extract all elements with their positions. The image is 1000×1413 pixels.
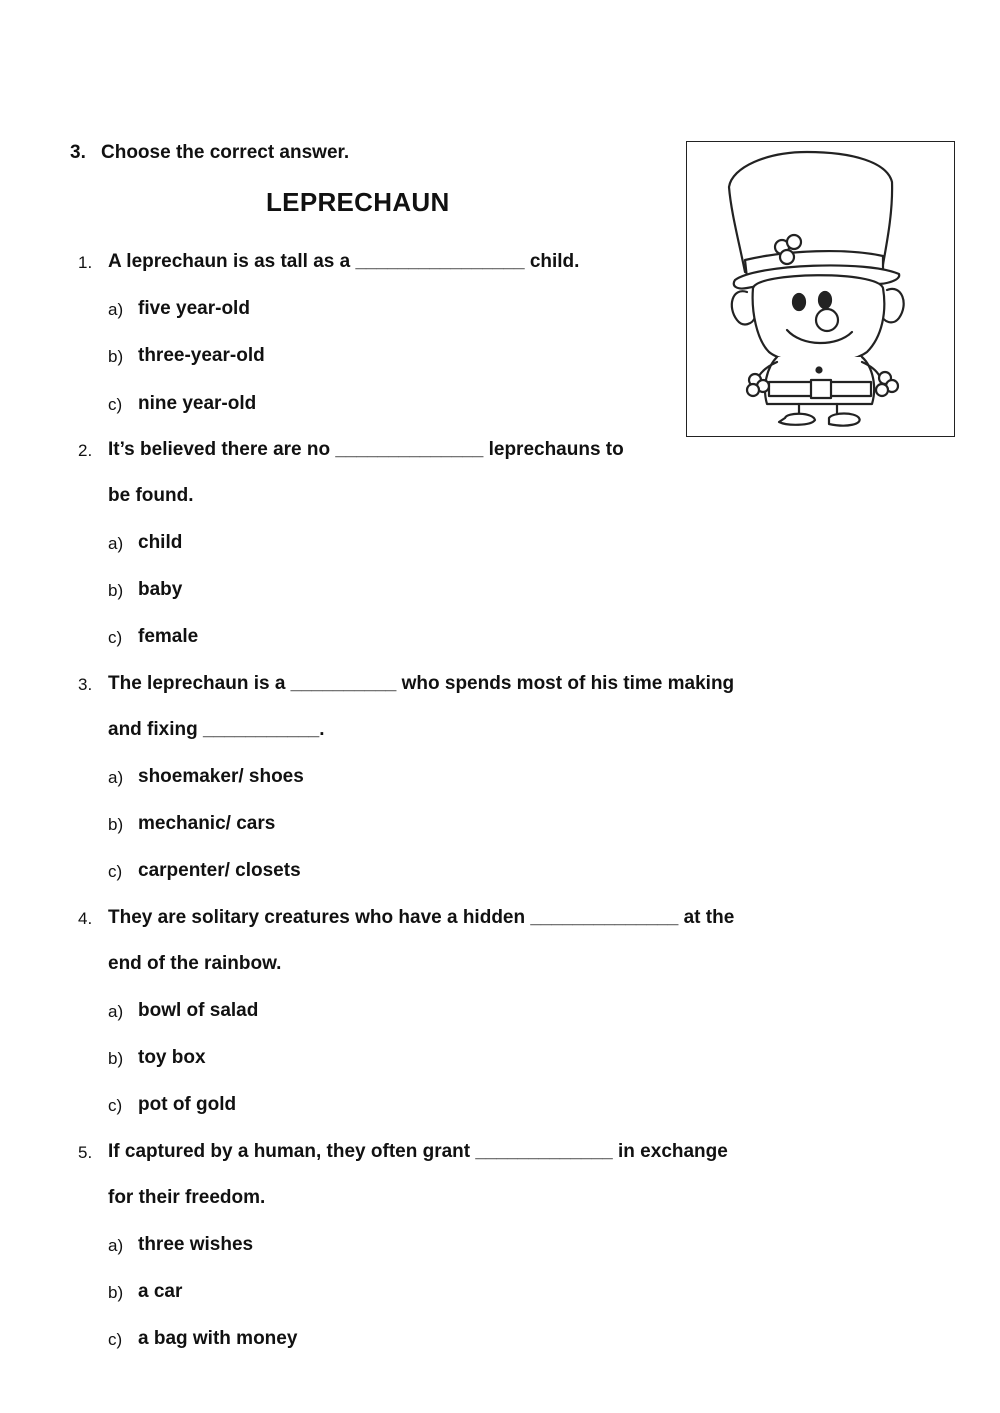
- question-5-number: 5.: [78, 1143, 93, 1162]
- question-3-option-c[interactable]: carpenter/ closets: [138, 860, 301, 881]
- question-1-option-a[interactable]: five year-old: [138, 298, 250, 319]
- question-5-option-a[interactable]: three wishes: [138, 1234, 254, 1255]
- question-3-number: 3.: [78, 675, 93, 694]
- instruction: [70, 142, 349, 164]
- question-2-option-b[interactable]: baby: [138, 579, 183, 600]
- question-3-option-a[interactable]: shoemaker/ shoes: [138, 766, 304, 787]
- instruction-text: Choose the correct answer.: [101, 142, 350, 163]
- question-2-option-a[interactable]: child: [138, 532, 183, 553]
- question-2-text-line-1: It’s believed there are no ______________ leprechauns to: [108, 439, 624, 460]
- question-5-option-b[interactable]: a car: [138, 1281, 183, 1302]
- question-3-text-line-1: The leprechaun is a __________ who spends most of his time making: [108, 673, 735, 694]
- question-1-option-b-letter: b): [108, 347, 124, 366]
- question-1-text: A leprechaun is as tall as a ________________ child.: [108, 251, 580, 272]
- question-4-option-b[interactable]: toy box: [138, 1047, 206, 1068]
- question-2-option-b-letter: b): [108, 581, 124, 600]
- question-1-option-c[interactable]: nine year-old: [138, 393, 257, 414]
- question-5-option-a-letter: a): [108, 1236, 124, 1255]
- question-1-option-c-letter: c): [108, 395, 123, 414]
- question-5-text-line-1: If captured by a human, they often grant _____________ in exchange: [108, 1141, 728, 1162]
- question-5-option-b-letter: b): [108, 1283, 124, 1302]
- question-2-number: 2.: [78, 441, 93, 460]
- leprechaun-illustration-icon: [687, 142, 953, 435]
- question-4-option-a[interactable]: bowl of salad: [138, 1000, 259, 1021]
- question-4-option-c[interactable]: pot of gold: [138, 1094, 237, 1115]
- question-3-option-c-letter: c): [108, 862, 123, 881]
- question-4-text-line-1: They are solitary creatures who have a hidden ______________ at the: [108, 907, 735, 928]
- illustration-frame: [686, 141, 955, 437]
- question-4-number: 4.: [78, 909, 93, 928]
- question-5-text-line-2: for their freedom.: [108, 1187, 266, 1208]
- page-title: LEPRECHAUN: [266, 187, 450, 217]
- question-2-option-a-letter: a): [108, 534, 124, 553]
- question-1-option-a-letter: a): [108, 300, 124, 319]
- question-3-option-b-letter: b): [108, 815, 124, 834]
- question-4-option-c-letter: c): [108, 1096, 123, 1115]
- question-1-number: 1.: [78, 253, 93, 272]
- question-2-option-c[interactable]: female: [138, 626, 199, 647]
- question-3-option-a-letter: a): [108, 768, 124, 787]
- question-4-option-a-letter: a): [108, 1002, 124, 1021]
- question-4-text-line-2: end of the rainbow.: [108, 953, 282, 974]
- question-5-option-c[interactable]: a bag with money: [138, 1328, 298, 1349]
- instruction-number: 3.: [70, 142, 86, 163]
- question-4-option-b-letter: b): [108, 1049, 124, 1068]
- question-5-option-c-letter: c): [108, 1330, 123, 1349]
- question-2-option-c-letter: c): [108, 628, 123, 647]
- question-1-option-b[interactable]: three-year-old: [138, 345, 265, 366]
- question-3-text-line-2: and fixing ___________.: [108, 719, 325, 740]
- question-2-text-line-2: be found.: [108, 485, 194, 506]
- question-3-option-b[interactable]: mechanic/ cars: [138, 813, 276, 834]
